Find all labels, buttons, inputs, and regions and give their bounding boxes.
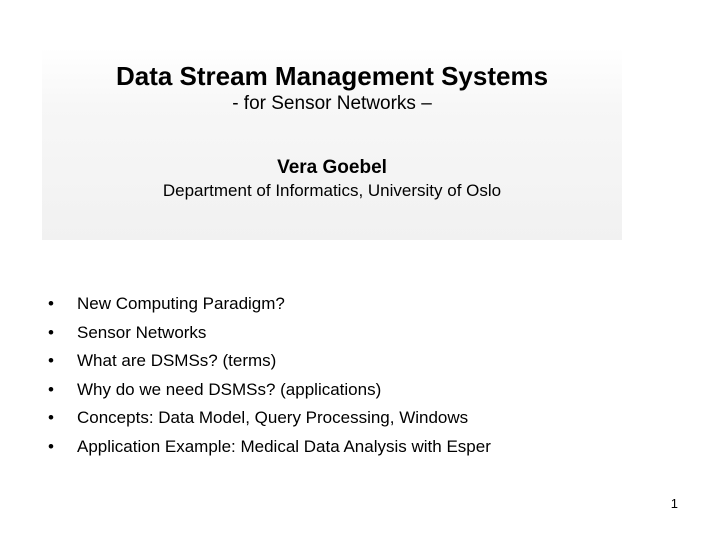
- bullet-text: Sensor Networks: [77, 322, 207, 342]
- bullet-text: What are DSMSs? (terms): [77, 351, 277, 371]
- bullet-text: New Computing Paradigm?: [77, 294, 285, 313]
- bullet-marker: •: [48, 436, 54, 456]
- page-number: 1: [670, 496, 678, 511]
- bullet-marker: •: [48, 322, 54, 342]
- bullet-marker: •: [48, 351, 54, 371]
- bullet-text: Application Example: Medical Data Analysis with Esper: [77, 436, 491, 456]
- bullet-text: Why do we need DSMSs? (applications): [77, 379, 382, 399]
- slide-subtitle: - for Sensor Networks –: [232, 93, 432, 114]
- title-block: [42, 48, 622, 240]
- bullet-marker: •: [48, 379, 54, 399]
- author-name: Vera Goebel: [277, 157, 387, 178]
- bullet-text: Concepts: Data Model, Query Processing, Windows: [77, 408, 469, 428]
- author-affiliation: Department of Informatics, University of Oslo: [162, 181, 502, 200]
- bullet-marker: •: [48, 408, 54, 428]
- slide-title: Data Stream Management Systems: [115, 61, 549, 91]
- bullet-marker: •: [48, 294, 54, 313]
